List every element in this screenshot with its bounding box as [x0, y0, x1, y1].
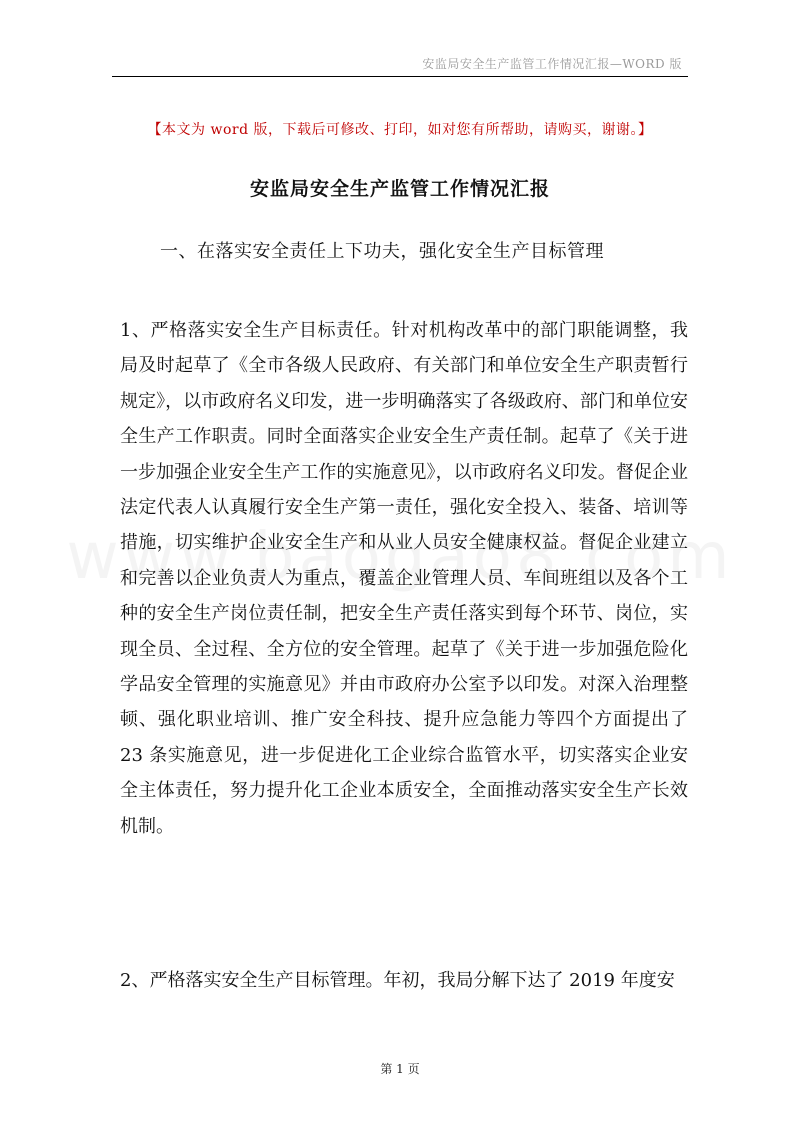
download-notice: 【本文为 word 版，下载后可修改、打印，如对您有所帮助，请购买，谢谢。】 [147, 122, 653, 138]
paragraph-1: 1、严格落实安全生产目标责任。针对机构改革中的部门职能调整，我局及时起草了《全市各级人民政府、有关部门和单位安全生产职责暂行规定》，以市政府名义印发，进一步明确落实了各级政府、部门和单位安全生产工作职责。同时全面落实企业安全生产责任制。起草了《关于进一步加强企业安全生产工作的实施意见》，以市政府名义印发。督促企业法定代表人认真履行安全生产第一责任，强化安全投入、装备、培训等措施，切实维护企业安全生产和从业人员安全健康权益。督促企业建立和完善以企业负责人为重点，覆盖企业管理人员、车间班组以及各个工种的安全生产岗位责任制，把安全生产责任落实到每个环节、岗位，实现全员、全过程、全方位的安全管理。起草了《关于进一步加强危险化学品安全管理的实施意见》并由市政府办公室予以印发。对深入治理整顿、强化职业培训、推广安全科技、提升应急能力等四个方面提出了 23 条实施意见，进一步促进化工企业综合监管水平，切实落实企业安全主体责任，努力提升化工企业本质安全，全面推动落实安全生产长效机制。 [120, 320, 688, 837]
document-title: 安监局安全生产监管工作情况汇报 [249, 178, 550, 200]
section-heading: 一、在落实安全责任上下功夫，强化安全生产目标管理 [160, 241, 604, 262]
page-number: 第 1 页 [380, 1062, 420, 1076]
paragraph-2: 2、严格落实安全生产目标管理。年初，我局分解下达了 2019 年度安 [120, 970, 675, 991]
header-divider [112, 76, 688, 77]
running-header: 安监局安全生产监管工作情况汇报—WORD 版 [422, 57, 682, 71]
